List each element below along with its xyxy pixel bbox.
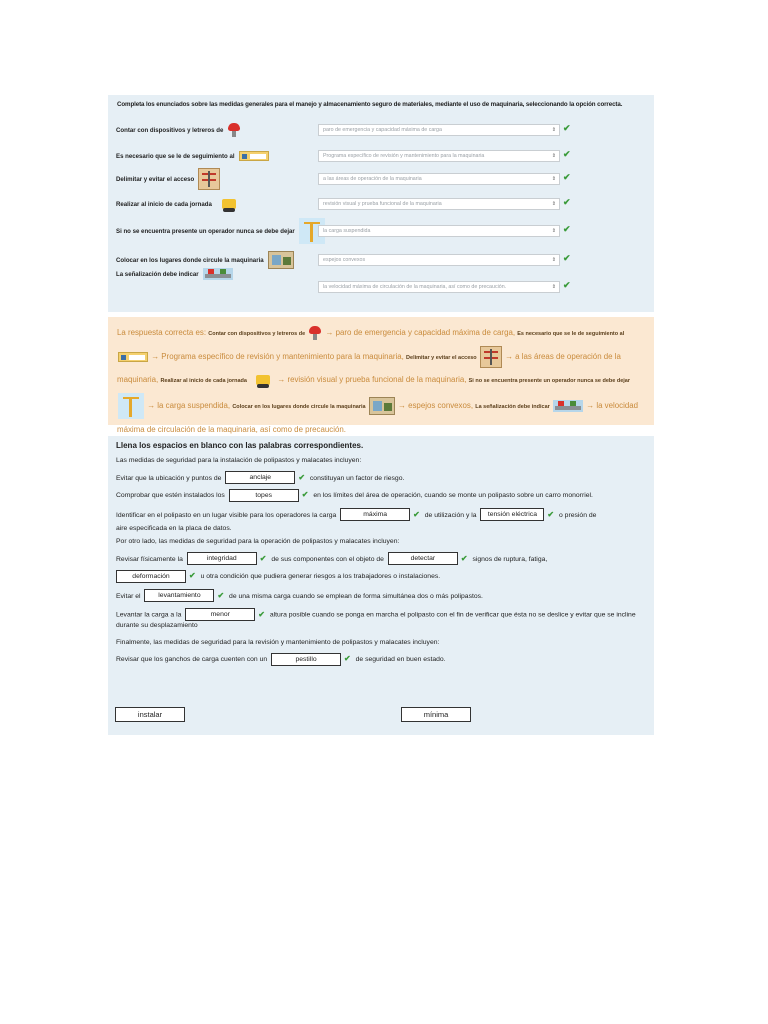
blank-pestillo[interactable]: pestillo: [271, 653, 341, 666]
row-label: Realizar al inicio de cada jornada: [116, 200, 212, 208]
sentence: Evitar el levantamiento ✔ de una misma carga cuando se emplean de forma simultánea dos o más polipastos.: [116, 588, 646, 606]
blank-menor[interactable]: menor: [185, 608, 255, 621]
word-bank-instalar[interactable]: instalar: [115, 707, 185, 722]
sentence: Revisar físicamente la integridad ✔ de sus componentes con el objeto de detectar ✔ signos de ruptura, fatiga,: [116, 551, 646, 569]
binder-icon: [118, 352, 148, 362]
crane-icon: [118, 393, 144, 419]
section-intro: Las medidas de seguridad para la instalación de polipastos y malacates incluyen:: [116, 457, 362, 464]
check-icon: ✔: [259, 553, 267, 563]
select-row: [108, 120, 654, 140]
check-icon: ✔: [563, 224, 571, 234]
select-row: [108, 146, 654, 166]
fill-blanks-panel: [108, 436, 654, 735]
check-icon: ✔: [563, 280, 571, 290]
section-intro: Por otro lado, las medidas de seguridad para la operación de polipastos y malacates incluyen:: [116, 538, 400, 546]
blank-tension-electrica[interactable]: tensión eléctrica: [480, 508, 544, 521]
select-arrow-icon: ⇕: [551, 284, 556, 290]
road-sign-icon: [203, 268, 233, 280]
fill-exercise-title: Llena los espacios en blanco con las palabras correspondientes.: [116, 441, 364, 450]
feedback-lead: La respuesta correcta es:: [117, 328, 207, 337]
select-row: [108, 221, 654, 241]
row-label: Si no se encuentra presente un operador nunca se debe dejar: [116, 227, 295, 235]
check-icon: ✔: [563, 172, 571, 182]
select-exercise-panel: [108, 95, 654, 312]
blank-deformacion[interactable]: deformación: [116, 570, 186, 583]
check-icon: ✔: [460, 553, 468, 563]
blank-topes[interactable]: topes: [229, 489, 299, 502]
sentence-continuation: deformación ✔ u otra condición que pudiera generar riesgos a los trabajadores o instalaciones.: [116, 568, 646, 586]
sentence: Evitar que la ubicación y puntos de anclaje ✔ constituyan un factor de riesgo.: [116, 470, 646, 488]
select-row: [108, 250, 654, 270]
answer-select[interactable]: Programa específico de revisión y mantenimiento para la maquinaria ⇕: [318, 150, 560, 162]
sentence: Revisar que los ganchos de carga cuenten con un pestillo ✔ de seguridad en buen estado.: [116, 651, 646, 669]
select-arrow-icon: ⇕: [551, 153, 556, 159]
check-icon: ✔: [563, 123, 571, 133]
select-arrow-icon: ⇕: [551, 228, 556, 234]
emergency-stop-icon: [227, 123, 241, 137]
sentence: Identificar en el polipasto en un lugar visible para los operadores la carga máxima ✔ de utilización y la tensión eléctrica ✔ o presión de: [116, 507, 646, 525]
check-icon: ✔: [344, 654, 351, 664]
forklift-icon: [216, 195, 240, 213]
select-exercise-instruction: Completa los enunciados sobre las medidas generales para el manejo y almacenamiento seguro de materiales, mediante el uso de maquinaria, seleccionando la opción correcta.: [117, 101, 623, 108]
select-arrow-icon: ⇕: [551, 201, 556, 207]
select-arrow-icon: ⇕: [551, 176, 556, 182]
sentence: Levantar la carga a la menor ✔ altura posible cuando se ponga en marcha el polipasto con el fin de verificar que ésta no se deslice y evitar que se incline durante su desplazamiento: [116, 609, 636, 630]
answer-select[interactable]: a las áreas de operación de la maquinaria ⇕: [318, 173, 560, 185]
check-icon: ✔: [413, 509, 420, 519]
answer-select[interactable]: paro de emergencia y capacidad máxima de carga ⇕: [318, 124, 560, 136]
blank-detectar[interactable]: detectar: [388, 552, 458, 565]
row-label: Es necesario que se le de seguimiento al: [116, 152, 235, 160]
select-row: [108, 270, 654, 297]
select-arrow-icon: ⇕: [551, 127, 556, 133]
barrier-gate-icon: [480, 346, 502, 368]
section-intro: Finalmente, las medidas de seguridad para la revisión y mantenimiento de polipastos y malacates incluyen:: [116, 638, 440, 646]
check-icon: ✔: [189, 571, 196, 581]
check-icon: ✔: [301, 490, 309, 500]
blank-maxima[interactable]: máxima: [340, 508, 410, 521]
word-bank-minima[interactable]: mínima: [401, 707, 471, 722]
check-icon: ✔: [258, 609, 265, 619]
answer-select[interactable]: revisión visual y prueba funcional de la maquinaria ⇕: [318, 198, 560, 210]
select-row: [108, 169, 654, 189]
row-label: Colocar en los lugares donde circule la maquinaria: [116, 256, 264, 264]
convex-mirror-icon: [369, 397, 395, 415]
convex-mirror-icon: [268, 251, 294, 269]
answer-select[interactable]: la carga suspendida ⇕: [318, 225, 560, 237]
check-icon: ✔: [217, 590, 225, 600]
answer-select[interactable]: la velocidad máxima de circulación de la maquinaria, así como de precaución. ⇕: [318, 281, 560, 293]
road-sign-icon: [553, 400, 583, 412]
check-icon: ✔: [563, 197, 571, 207]
emergency-stop-icon: [308, 326, 322, 340]
binder-icon: [239, 151, 269, 161]
check-icon: ✔: [563, 149, 571, 159]
check-icon: ✔: [298, 472, 306, 482]
blank-anclaje[interactable]: anclaje: [225, 471, 295, 484]
blank-integridad[interactable]: integridad: [187, 552, 257, 565]
row-label: Contar con dispositivos y letreros de: [116, 126, 224, 134]
select-row: [108, 194, 654, 214]
row-label: La señalización debe indicar: [116, 270, 199, 278]
sentence: Comprobar que estén instalados los topes ✔ en los límites del área de operación, cuando se monte un polipasto sobre un carro monorriel.: [116, 487, 646, 505]
check-icon: ✔: [547, 509, 555, 519]
answer-select[interactable]: espejos convexos ⇕: [318, 254, 560, 266]
select-arrow-icon: ⇕: [551, 257, 556, 263]
check-icon: ✔: [563, 253, 571, 263]
blank-levantamiento[interactable]: levantamiento: [144, 589, 214, 602]
forklift-icon: [250, 371, 274, 389]
correct-answer-feedback: La respuesta correcta es: Contar con dispositivos y letreros de → paro de emergencia y capacidad máxima de carga, Es necesario que se le de seguimiento al → Programa específico de revisión y mantenimiento para la maquinaria, Delimitar y evitar el acceso → a las áreas de operación de la maquinaria, Realizar al inicio de cada jornada → revisión visual y prueba funcional de la maquinaria, Si no se encuentra presente un operador nunca se debe dejar → la carga suspendida, Colocar en los lugares donde circule la maquinaria → espejos convexos, La señalización debe indicar → la velocidad máxima de circulación de la maquinaria, así como de precaución.: [108, 317, 654, 425]
sentence-continuation: aire especificada en la placa de datos.: [116, 525, 232, 533]
barrier-gate-icon: [198, 168, 220, 190]
row-label: Delimitar y evitar el acceso: [116, 175, 195, 183]
